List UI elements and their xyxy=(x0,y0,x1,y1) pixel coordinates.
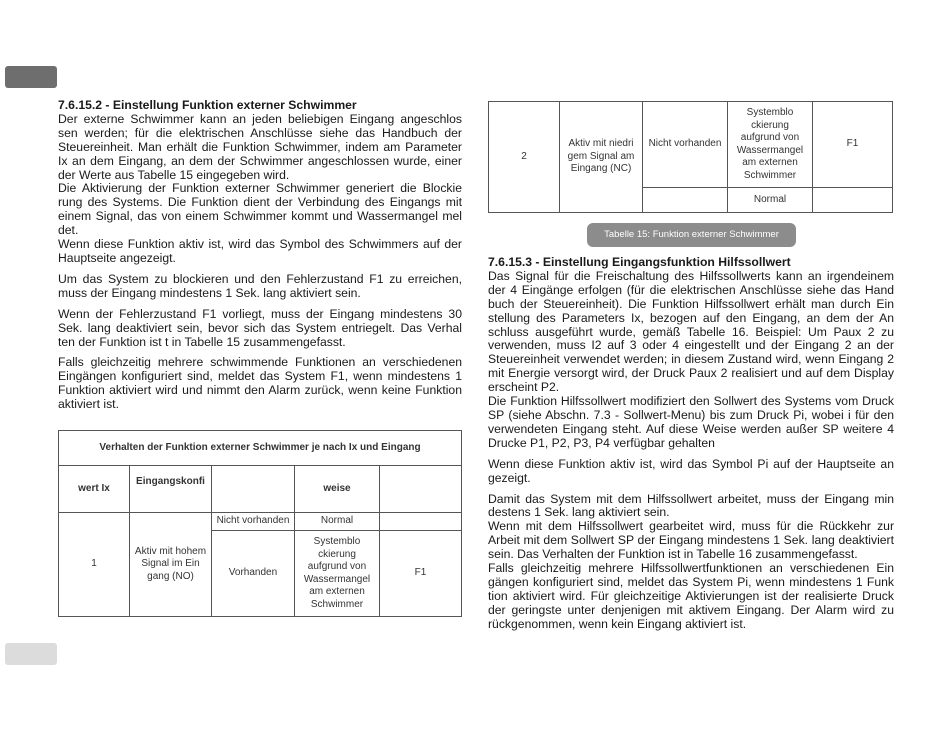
left-column xyxy=(58,99,462,412)
paragraph: Falls gleichzeitig mehrere schwimmende Funktionen an verschiedenen Eingängen konfiguriert sind, meldet das System F1, wenn mindestens 1 Funktion aktiviert wird und nimmt den Alarm zurück, wenn keine Funktion aktiviert ist. xyxy=(58,355,462,412)
table-cell-error: F1 xyxy=(813,102,893,188)
paragraph: Wenn mit dem Hilfssollwert gearbeitet wird, muss für die Rückkehr zur Arbeit mit dem Sollwert SP der Eingang mindestens 1 Sek. lang deaktiviert sein. Das Verhalten der Funktion ist in Tabelle 16 zusammengefasst. xyxy=(488,519,894,562)
table-cell-error xyxy=(813,188,893,213)
table-cell-state: Vorhanden xyxy=(212,531,295,617)
table-cell-error: F1 xyxy=(380,531,462,617)
table-cell-error xyxy=(380,513,462,531)
table-cell-state: Nicht vorhanden xyxy=(643,102,728,188)
paragraph: Die Funktion Hilfssollwert modifiziert den Sollwert des Systems vom Druck SP (siehe Abschn. 7.3 - Sollwert-Menu) bis zum Druck Pi, wobei i für den verwendeten Eingang steht. Auf diese Weise werden außer SP weitere 4 Drucke P1, P2, P3, P4 verfügbar gehalten xyxy=(488,394,894,450)
paragraph: Damit das System mit dem Hilfssollwert arbeitet, muss der Eingang min destens 1 Sek. lang aktiviert sein. xyxy=(488,491,894,520)
paragraph: Das Signal für die Freischaltung des Hilfssollwerts kann an irgendeinem der 4 Eingänge erfolgen (für die elektrischen Anschlüsse siehe das Hand buch der Steuereinheit). Die Funktion Hilfssollwert erhält man durch Ein stellung des Parameters Ix, bezogen auf den Eingang, an dem der An schluss ausgeführt wurde, gemäß Tabelle 16. Beispiel: Um Paux 2 zu verwenden, muss I2 auf 3 oder 4 eingestellt und der Eingang 2 an der Steuereinheit verwendet werden; in diesem Zustand wird, wenn Eingang 2 mit Energie versorgt wird, der Druck Paux 2 realisiert und auf dem Display erscheint P2. xyxy=(488,268,894,395)
table-cell-config: Aktiv mit hohem Signal im Ein gang (NO) xyxy=(130,513,212,617)
table-cell-state: Nicht vorhanden xyxy=(212,513,295,531)
section-heading-7-6-15-3: 7.6.15.3 - Einstellung Eingangsfunktion Hilfssollwert xyxy=(488,255,791,269)
section-heading-7-6-15-2: 7.6.15.2 - Einstellung Funktion externer Schwimmer xyxy=(58,98,357,112)
table-float-behavior xyxy=(58,430,462,617)
table-header: Eingangskonfi xyxy=(130,466,212,513)
table-header: wert Ix xyxy=(59,466,130,513)
table-cell-value: 2 xyxy=(489,102,560,213)
table-cell-config: Aktiv mit niedri gem Signal am Eingang (NC) xyxy=(560,102,643,213)
paragraph: Die Aktivierung der Funktion externer Schwimmer generiert die Blockie rung des Systems. Die Funktion dient der Verbindung des Eingangs mit einem Signal, das von einem Schwimmer kommt und Wassermangel mel det. xyxy=(58,181,462,238)
paragraph: Wenn diese Funktion aktiv ist, wird das Symbol Pi auf der Hauptseite an gezeigt. xyxy=(488,456,894,485)
paragraph: Der externe Schwimmer kann an jeden beliebigen Eingang angeschlos sen werden; für die elektrischen Anschlüsse siehe das Handbuch der Steuereinheit. Man erhält die Funktion Schwimmer, indem am Parameter Ix an dem Eingang, an dem der Schwimmer angeschlossen wurde, einer der Werte aus Tabelle 15 eingegeben wird. xyxy=(58,111,462,182)
table-cell-mode: Systemblo ckierung aufgrund von Wassermangel am externen Schwimmer xyxy=(728,102,813,188)
page-tab-marker-bottom xyxy=(5,643,57,665)
paragraph: Falls gleichzeitig mehrere Hilfssollwertfunktionen an verschiedenen Ein gängen konfiguriert sind, meldet das System Pi, wenn mindestens 1 Funk tion aktiviert wird. Für gleichzeitige Aktivierungen ist der realisierte Druck der geringste unter denjenigen mit aktivem Eingang. Der Alarm wird zu rückgenommen, wenn kein Eingang aktiviert ist. xyxy=(488,561,894,631)
paragraph: Um das System zu blockieren und den Fehlerzustand F1 zu erreichen, muss der Eingang mindestens 1 Sek. lang aktiviert sein. xyxy=(58,271,462,300)
table-cell-mode: Normal xyxy=(295,513,380,531)
paragraph: Wenn diese Funktion aktiv ist, wird das Symbol des Schwimmers auf der Hauptseite angezeigt. xyxy=(58,237,462,265)
table-cell-value: 1 xyxy=(59,513,130,617)
table-header: weise xyxy=(295,466,380,513)
table-cell-mode: Systemblo ckierung aufgrund von Wassermangel am externen Schwimmer xyxy=(295,531,380,617)
table-header xyxy=(380,466,462,513)
table-caption: Tabelle 15: Funktion externer Schwimmer xyxy=(587,223,796,247)
table-header xyxy=(212,466,295,513)
table-cell-mode: Normal xyxy=(728,188,813,213)
table-title: Verhalten der Funktion externer Schwimmer je nach Ix und Eingang xyxy=(59,431,462,466)
page-tab-marker-top xyxy=(5,66,57,88)
table-float-behavior-continued xyxy=(488,101,893,213)
table-cell-state xyxy=(643,188,728,213)
paragraph: Wenn der Fehlerzustand F1 vorliegt, muss der Eingang mindestens 30 Sek. lang deaktiviert sein, bevor sich das System entriegelt. Das Verhal ten der Funktion ist t in Tabelle 15 zusammengefasst. xyxy=(58,306,462,349)
right-column xyxy=(488,256,894,632)
